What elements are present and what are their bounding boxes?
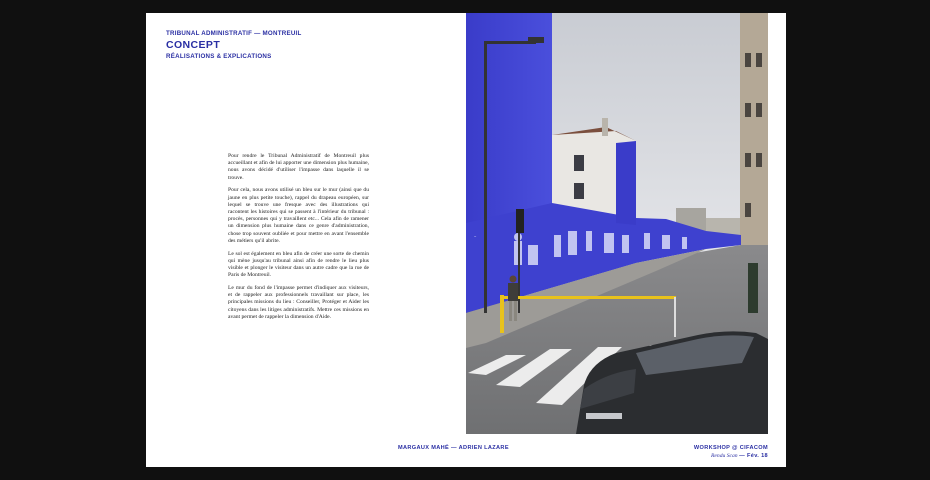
paragraph-4: Le mur du fond de l'impasse permet d'indiquer aux visiteurs, et de rappeler aux professionnels travaillant sur place, les principales missions du lieu : Conseiller, Protéger et Aider les citoyens dans les litiges administratifs. Mettre ces missions en avant permet de rappeler la dimension d'Aide. xyxy=(228,285,369,320)
paragraph-1: Pour rendre le Tribunal Administratif de Montreuil plus accueillant et afin de lui apporter une dimension plus humaine, nous avons décidé d'utiliser l'impasse dans laquelle il se trouve. xyxy=(228,153,369,181)
svg-text:~: ~ xyxy=(474,234,477,239)
header-kicker: TRIBUNAL ADMINISTRATIF — MONTREUIL xyxy=(166,30,302,37)
paragraph-3: Le sol est également en bleu afin de créer une sorte de chemin qui mène jusqu'au tribunal ainsi afin de rendre le lieu plus visible et plonger le visiteur dans un autre cadre que la rue de Paris de Montreuil. xyxy=(228,250,369,279)
footer-authors: MARGAUX MAHÉ — ADRIEN LAZARE xyxy=(398,445,509,451)
paragraph-2: Pour cela, nous avons utilisé un bleu sur le mur (ainsi que du jaune en plus petite touche), rappel du drapeau européen, sur lequel se trouve une fresque avec des illustrations qui racontent les histoires qui se passent à l'intérieur du tribunal : procès, personnes qui y travaillent etc... Cela afin de ramener un dimension plus humaine dans ce genre d'administration, chose trop souvent oubliée et pour mettre en avant l'ensemble des métiers qu'il abrite. xyxy=(228,187,369,244)
page-subtitle: RÉALISATIONS & EXPLICATIONS xyxy=(166,53,272,60)
footer-page-number: — Fév. 18 xyxy=(739,453,768,459)
footer-workshop: WORKSHOP @ CIFACOM xyxy=(693,445,768,451)
footer-script-text: Rendu Scan xyxy=(711,453,738,459)
street-photo xyxy=(466,13,768,434)
spread-page xyxy=(146,13,786,467)
footer-page-info xyxy=(711,453,768,459)
body-text xyxy=(228,153,369,327)
page-title: CONCEPT xyxy=(166,39,221,51)
